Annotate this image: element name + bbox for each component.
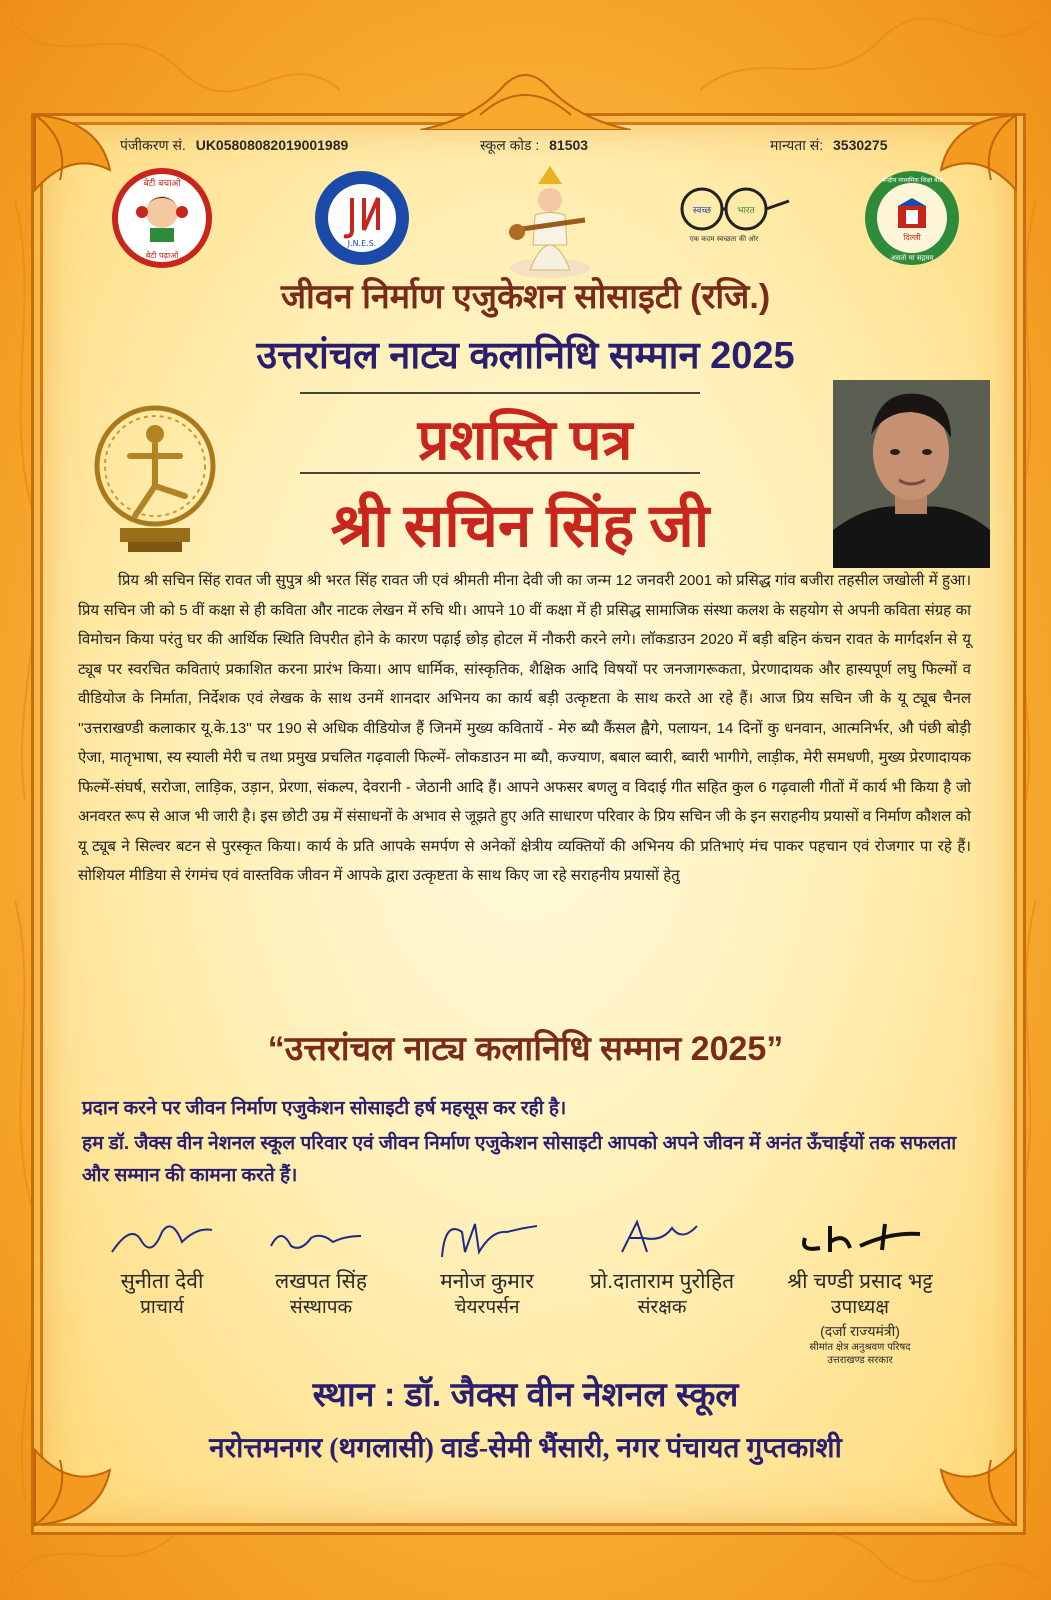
closing-line-1: प्रदान करने पर जीवन निर्माण एजुकेशन सोसाइटी हर्ष महसूस कर रही है। — [82, 1098, 567, 1119]
registration-label: पंजीकरण सं. — [120, 137, 186, 153]
registration-value: UK0580808201900198​9 — [195, 137, 349, 153]
bharat-text: भारत — [737, 206, 755, 216]
signatory-1 — [92, 1212, 232, 1321]
beti-bachao-text: बेटी बचाओ — [143, 179, 181, 189]
recipient-photo — [833, 380, 990, 568]
signatory-council: सीमांत क्षेत्र अनुश्रवण परिषद — [809, 1342, 911, 1353]
school-code-label: स्कूल कोड : — [480, 137, 540, 153]
nataraja-statue-image — [90, 396, 220, 556]
cbse-motto: असतो मा सद्गमय — [890, 254, 934, 262]
signature-4 — [602, 1212, 722, 1264]
recognition-number — [770, 136, 888, 155]
recognition-value: 3530275 — [833, 137, 888, 153]
signatory-name: लखपत सिंह — [275, 1270, 367, 1293]
signatory-name: सुनीता देवी — [120, 1270, 204, 1293]
signatory-5 — [760, 1212, 960, 1367]
signatory-3 — [412, 1212, 562, 1321]
venue-title: स्थान : डॉ. जैक्स वीन नेशनल स्कूल — [312, 1376, 739, 1414]
top-crest-ornament-icon — [420, 60, 631, 130]
jnes-label: J.N.E.S. — [347, 239, 377, 248]
signature-2 — [261, 1212, 381, 1264]
beti-padhao-text: बेटी पढ़ाओ — [145, 251, 179, 260]
signature-5 — [790, 1212, 930, 1264]
signatory-role: संस्थापक — [289, 1297, 353, 1318]
saraswati-image — [505, 160, 595, 280]
signatory-2 — [246, 1212, 396, 1321]
signatory-name: श्री चण्डी प्रसाद भट्ट — [787, 1270, 933, 1293]
school-code — [480, 136, 588, 155]
signatory-role: प्राचार्य — [140, 1297, 184, 1318]
signatory-name: प्रो.दाताराम पुरोहित — [589, 1270, 735, 1293]
citation-paragraph: प्रिय श्री सचिन सिंह रावत जी सुपुत्र श्री भरत सिंह रावत जी एवं श्रीमती मीना देवी जी का जन्म 12 जनवरी 2001 को प्रसिद्ध गांव बजीरा तहसील जखोली में हुआ। प्रिय सचिन जी को 5 वीं कक्षा से ही कविता और नाटक लेखन में रुचि थी। आपने 10 वीं कक्षा में ही प्रसिद्ध सामाजिक संस्था कलश के सहयोग से अपनी कविता संग्रह का विमोचन किया परंतु घर की आर्थिक स्थिति विपरीत होने के कारण पढ़ाई छोड़ होटल में नौकरी करने लगे। लॉकडाउन 2020 में बड़ी बहिन कंचन रावत के मार्गदर्शन से यू ट्यूब पर स्वरचित कविताएं प्रकाशित करना प्रारंभ किया। आप धार्मिक, सांस्कृतिक, शैक्षिक आदि विषयों पर जनजागरूकता, प्रेरणादायक और हास्यपूर्ण लघु फिल्मों व वीडियोज के निर्माता, निर्देशक एवं लेखक के साथ उनमें शानदार अभिनय का कार्य बड़ी उत्कृष्टता के साथ करते आ रहे हैं। आज प्रिय सचिन जी के यू ट्यूब चैनल ''उत्तराखण्डी कलाकार यू.के.13'' पर 190 से अधिक वीडियोज हैं जिनमें मुख्य कवितायें - मेरु ब्यौ कैंसल ह्वैगे, पलायन, 14 दिनों कु धनवान, आत्मनिर्भर, औ पंछी बोड़ी ऐजा, मातृभाषा, स्य स्याली मेरी च तथा प्रमुख प्रचलित गढ़वाली फिल्में- लोकडाउन मा ब्यौ, कज्याण, बबाल ब्वारी, ब्वारी भागीगे, लाड़ीक, मेरी समधणी, मुख्य प्रेरणादायक फिल्में-संघर्ष, सरोजा, लाड़िक, उड़ान, प्रेरणा, संकल्प, देवरानी - जेठानी आदि हैं। आपने अफसर बणलु व विदाई गीत सहित कुल 6 गढ़वाली गीतों में कार्य भी किया है जो अनवरत रूप से आज भी जारी है। इस छोटी उम्र में संसाधनों के अभाव से जूझते हुए अति साधारण परिवार के प्रिय सचिन जी के इन सराहनीय प्रयासों व निर्माण कौशल को यू ट्यूब ने सिल्वर बटन से पुरस्कृत किया। कार्य के प्रति आपके समर्पण से अनेकों क्षेत्रीय व्यक्तियों की अभिनय की प्रतिभाएं मंच पाकर पहचान एवं रोजगार पा रहे हैं। सोशियल मीडिया से रंगमंच एवं वास्तविक जीवन में आपके द्वारा उत्कृष्टता के साथ किए जा रहे सराहनीय प्रयासों हेतु — [78, 572, 972, 884]
signatory-role: चेयरपर्सन — [454, 1297, 520, 1318]
signature-3 — [427, 1212, 547, 1264]
closing-line-2: हम डॉ. जैक्स वीन नेशनल स्कूल परिवार एवं जीवन निर्माण एजुकेशन सोसाइटी आपको अपने जीवन में अनंत ऊँचाईयों तक सफलता और सम्मान की कामना करते हैं। — [82, 1133, 957, 1186]
cbse-text: केन्द्रीय माध्यमिक शिक्षा बोर्ड — [881, 177, 943, 184]
recipient-name: श्री सचिन सिंह जी — [330, 493, 710, 559]
signatory-government: उत्तराखण्ड सरकार — [827, 1355, 893, 1366]
swachh-text: स्वच्छ — [692, 206, 712, 216]
award-title: उत्तरांचल नाट्य कलानिधि सम्मान 2025 — [256, 335, 795, 377]
swachh-bharat-logo — [664, 185, 794, 245]
divider — [300, 392, 700, 394]
cbse-city: दिल्ली — [903, 233, 921, 242]
certificate-title: प्रशस्ति पत्र — [417, 410, 633, 472]
divider — [300, 472, 700, 474]
cbse-logo — [862, 168, 962, 268]
swachh-tagline: एक कदम स्वच्छता की ओर — [689, 235, 759, 243]
organization-title: जीवन निर्माण एजुकेशन सोसाइटी (रजि.) — [280, 278, 771, 316]
signatory-role: संरक्षक — [637, 1297, 687, 1318]
quoted-award-title: “उत्तरांचल नाट्य कलानिधि सम्मान 2025” — [267, 1030, 784, 1068]
recognition-label: मान्यता सं: — [770, 137, 824, 153]
school-code-value: 81503 — [549, 137, 589, 153]
signatory-name: मनोज कुमार — [440, 1270, 534, 1293]
registration-number — [120, 136, 348, 155]
beti-bachao-logo — [112, 168, 212, 268]
jnes-logo — [312, 168, 412, 268]
signature-1 — [102, 1212, 222, 1264]
signatory-designation: (दर्जा राज्यमंत्री) — [820, 1323, 900, 1339]
signatory-role: उपाध्यक्ष — [831, 1297, 889, 1318]
signatory-4 — [572, 1212, 752, 1321]
venue-address: नरोत्तमनगर (थगलासी) वार्ड-सेमी भैंसारी, नगर पंचायत गुप्तकाशी — [209, 1433, 842, 1464]
